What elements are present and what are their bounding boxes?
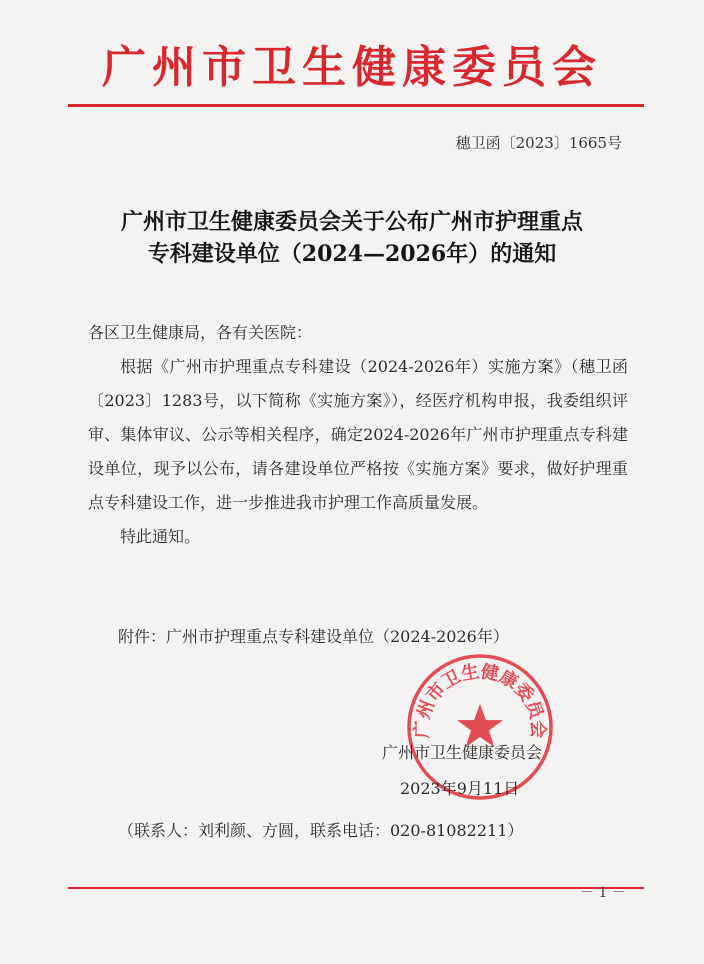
title-line-2: 专科建设单位（2024—2026年）的通知: [147, 241, 557, 267]
signature-date: 2023年9月11日: [400, 779, 520, 798]
letterhead-red-rule: [68, 104, 644, 107]
salutation: 各区卫生健康局，各有关医院：: [88, 323, 313, 342]
document-number: 穗卫函〔2023〕1665号: [455, 134, 622, 152]
contact-line: （联系人：刘利颜、方圆，联系电话：020-81082211）: [118, 821, 524, 840]
closing-line: 特此通知。: [120, 527, 201, 546]
document-title: [60, 206, 644, 270]
letterhead-org-name: 广州市卫生健康委员会: [102, 42, 602, 93]
attachment-line: 附件：广州市护理重点专科建设单位（2024-2026年）: [118, 627, 509, 646]
title-line-1: 广州市卫生健康委员会关于公布广州市护理重点: [120, 209, 583, 235]
seal-text: 广州市卫生健康委员会: [411, 661, 549, 739]
document-body: [88, 316, 628, 554]
footer-red-rule: [68, 887, 644, 889]
main-paragraph: 根据《广州市护理重点专科建设（2024-2026年）实施方案》（穗卫函〔2023〕1283号，以下简称《实施方案》），经医疗机构申报，我委组织评审、集体审议、公示等相关程序，确定2024-2026年广州市护理重点专科建设单位，现予以公布，请各建设单位严格按《实施方案》要求，做好护理重点专科建设工作，进一步推进我市护理工作高质量发展。: [88, 357, 628, 512]
page-number: － 1 －: [580, 885, 626, 901]
signature-org: 广州市卫生健康委员会: [382, 743, 543, 762]
